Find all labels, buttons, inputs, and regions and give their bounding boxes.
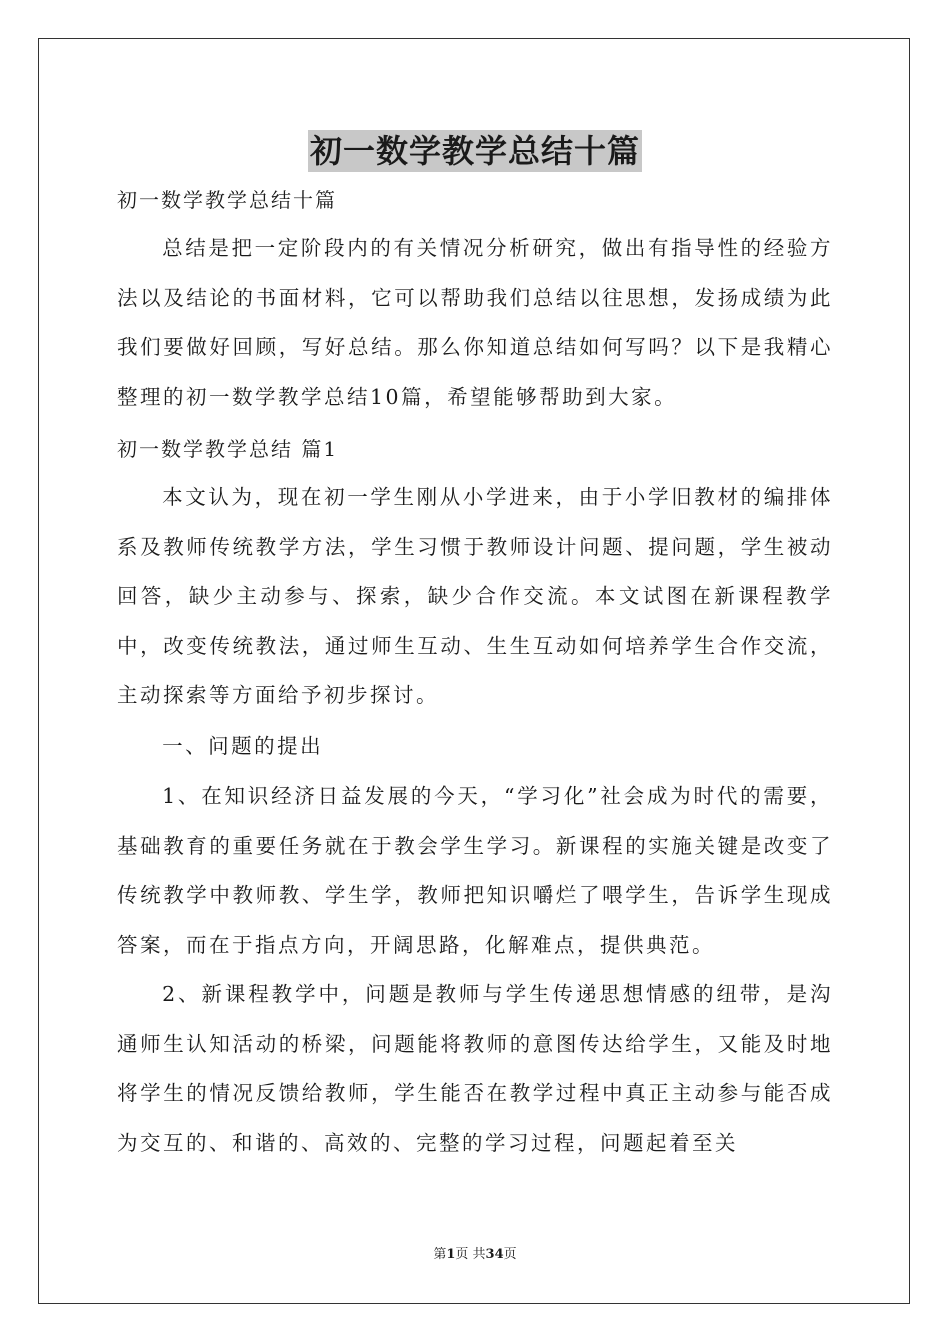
footer-page-prefix: 第 bbox=[433, 1247, 447, 1262]
section-heading: 初一数学教学总结 篇1 bbox=[117, 437, 339, 461]
footer-page-suffix: 页 bbox=[503, 1247, 517, 1262]
intro-paragraph: 总结是把一定阶段内的有关情况分析研究，做出有指导性的经验方法以及结论的书面材料，它可以帮助我们总结以往思想，发扬成绩为此我们要做好回顾，写好总结。那么你知道总结如何写吗？以下是我精心整理的初一数学教学总结10篇，希望能够帮助到大家。 bbox=[117, 236, 833, 409]
document-title: 初一数学教学总结十篇 bbox=[309, 132, 640, 170]
title-wrapper bbox=[117, 130, 833, 172]
footer-current-page: 1 bbox=[446, 1247, 456, 1262]
page-footer bbox=[0, 1247, 950, 1263]
footer-page-mid: 页 共 bbox=[455, 1247, 486, 1262]
body-paragraph: 本文认为，现在初一学生刚从小学进来，由于小学旧教材的编排体系及教师传统教学方法，学生习惯于教师设计问题、提问题，学生被动回答，缺少主动参与、探索，缺少合作交流。本文试图在新课程教学中，改变传统教法，通过师生互动、生生互动如何培养学生合作交流，主动探索等方面给予初步探讨。 bbox=[117, 485, 833, 708]
subsection-heading: 一、问题的提出 bbox=[162, 734, 324, 758]
document-subtitle: 初一数学教学总结十篇 bbox=[117, 188, 337, 212]
body-paragraph: 2、新课程教学中，问题是教师与学生传递思想情感的纽带，是沟通师生认知活动的桥梁，问题能将教师的意图传达给学生，又能及时地将学生的情况反馈给教师，学生能否在教学过程中真正主动参与能否成为交互的、和谐的、高效的、完整的学习过程，问题起着至关 bbox=[117, 982, 833, 1155]
footer-total-pages: 34 bbox=[485, 1247, 504, 1262]
body-paragraph: 1、在知识经济日益发展的今天，“学习化”社会成为时代的需要，基础教育的重要任务就在于教会学生学习。新课程的实施关键是改变了传统教学中教师教、学生学，教师把知识嚼烂了喂学生，告诉学生现成答案，而在于指点方向，开阔思路，化解难点，提供典范。 bbox=[117, 784, 833, 957]
